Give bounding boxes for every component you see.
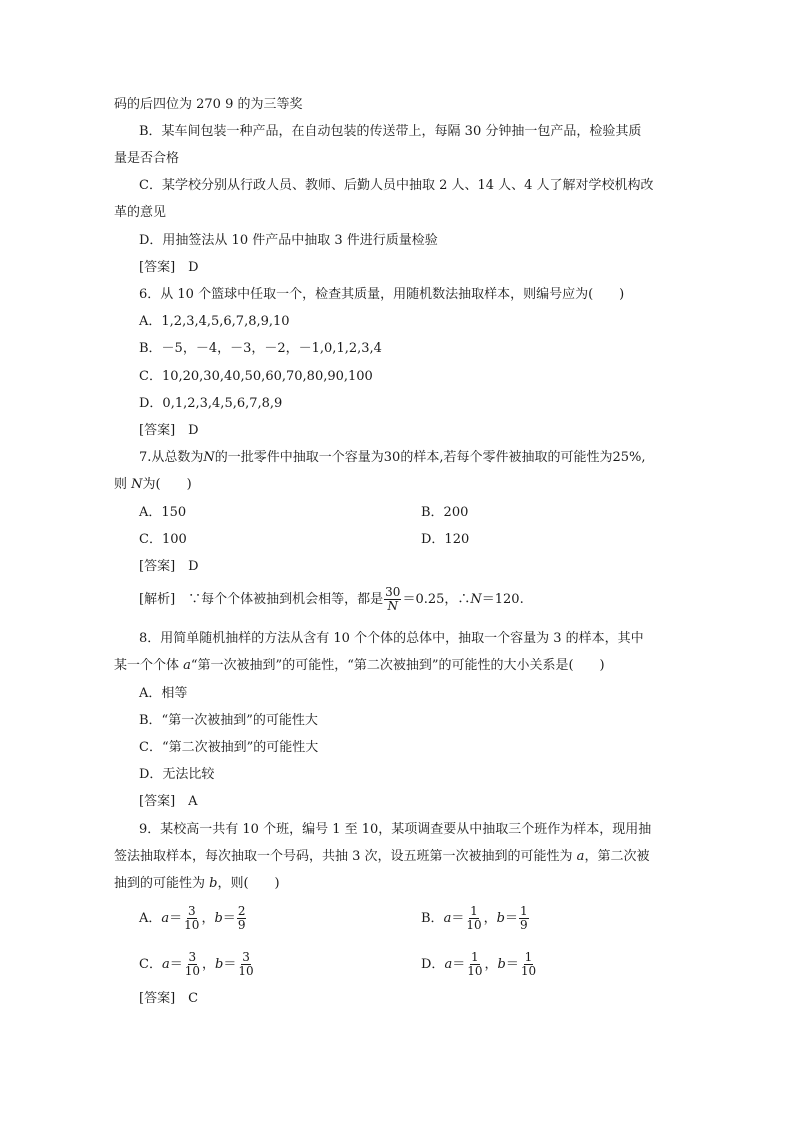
text-line: 量是否合格 bbox=[114, 151, 180, 166]
fraction: $\frac{3}{10}$ bbox=[238, 950, 254, 978]
explanation-7: [解析] ∵每个个体被抽到机会相等，都是 $\frac{30}{N}$ ＝0.25，∴N＝120. bbox=[139, 585, 524, 613]
option-d: D．0,1,2,3,4,5,6,7,8,9 bbox=[139, 396, 283, 411]
fraction: $\frac{1}{9}$ bbox=[519, 904, 528, 932]
answer-8: [答案] A bbox=[139, 794, 198, 809]
fraction: $\frac{30}{N}$ bbox=[385, 585, 401, 613]
option-a: A．相等 bbox=[139, 686, 188, 701]
option-d: D．用抽签法从 10 件产品中抽取 3 件进行质量检验 bbox=[139, 233, 438, 248]
question-7-cont: 则 N为( ) bbox=[114, 477, 192, 492]
answer-5: [答案] D bbox=[139, 260, 199, 275]
option-b: B．200 bbox=[421, 505, 469, 520]
option-a: A．1,2,3,4,5,6,7,8,9,10 bbox=[139, 314, 290, 329]
answer-9: [答案] C bbox=[139, 991, 199, 1006]
question-8: 8．用简单随机抽样的方法从含有 10 个个体的总体中，抽取一个容量为 3 的样本，其中 bbox=[139, 631, 644, 646]
option-b: B．某车间包装一种产品，在自动包装的传送带上，每隔 30 分钟抽一包产品，检验其质 bbox=[139, 124, 642, 139]
fraction: $\frac{3}{10}$ bbox=[184, 950, 201, 978]
fraction: $\frac{2}{9}$ bbox=[237, 904, 246, 932]
option-b: B．a＝ $\frac{1}{10}$ ，b＝ $\frac{1}{9}$ bbox=[421, 904, 528, 932]
option-b: B．“第一次被抽到”的可能性大 bbox=[139, 713, 318, 728]
option-a: A．150 bbox=[139, 505, 187, 520]
fraction: $\frac{1}{10}$ bbox=[467, 950, 483, 978]
question-9: 9．某校高一共有 10 个班，编号 1 至 10，某项调查要从中抽取三个班作为样本，现用抽 bbox=[139, 822, 652, 837]
fraction: $\frac{1}{10}$ bbox=[520, 950, 537, 978]
answer-7: [答案] D bbox=[139, 559, 199, 574]
question-8-cont: 某一个个体 a“第一次被抽到”的可能性，“第二次被抽到”的可能性的大小关系是( ) bbox=[114, 658, 605, 673]
option-d: D．a＝ $\frac{1}{10}$ ，b＝ $\frac{1}{10}$ bbox=[421, 950, 537, 978]
question-7: 7.从总数为N的一批零件中抽取一个容量为30的样本,若每个零件被抽取的可能性为25%, bbox=[139, 450, 646, 465]
option-d: D．无法比较 bbox=[139, 767, 215, 782]
fraction: $\frac{1}{10}$ bbox=[466, 904, 482, 932]
question-9-cont: 签法抽取样本，每次抽取一个号码，共抽 3 次，设五班第一次被抽到的可能性为 a，第二次被 bbox=[114, 849, 650, 864]
answer-6: [答案] D bbox=[139, 423, 199, 438]
option-c: C．100 bbox=[139, 532, 187, 547]
fraction: $\frac{3}{10}$ bbox=[184, 904, 200, 932]
question-9-cont: 抽到的可能性为 b，则( ) bbox=[114, 876, 280, 891]
option-c: C．“第二次被抽到”的可能性大 bbox=[139, 740, 319, 755]
option-c: C．a＝ $\frac{3}{10}$ ，b＝ $\frac{3}{10}$ bbox=[139, 950, 254, 978]
text-line: 革的意见 bbox=[114, 205, 167, 220]
question-6: 6．从 10 个篮球中任取一个，检查其质量，用随机数法抽取样本，则编号应为( ) bbox=[139, 287, 625, 302]
option-c: C．某学校分别从行政人员、教师、后勤人员中抽取 2 人、14 人、4 人了解对学校机构改 bbox=[139, 178, 654, 193]
option-d: D．120 bbox=[421, 532, 470, 547]
option-b: B．－5，－4，－3，－2，－1,0,1,2,3,4 bbox=[139, 341, 382, 356]
option-a: A．a＝ $\frac{3}{10}$ ，b＝ $\frac{2}{9}$ bbox=[139, 904, 246, 932]
text-line: 码的后四位为 270 9 的为三等奖 bbox=[114, 97, 303, 112]
option-c: C．10,20,30,40,50,60,70,80,90,100 bbox=[139, 369, 373, 384]
